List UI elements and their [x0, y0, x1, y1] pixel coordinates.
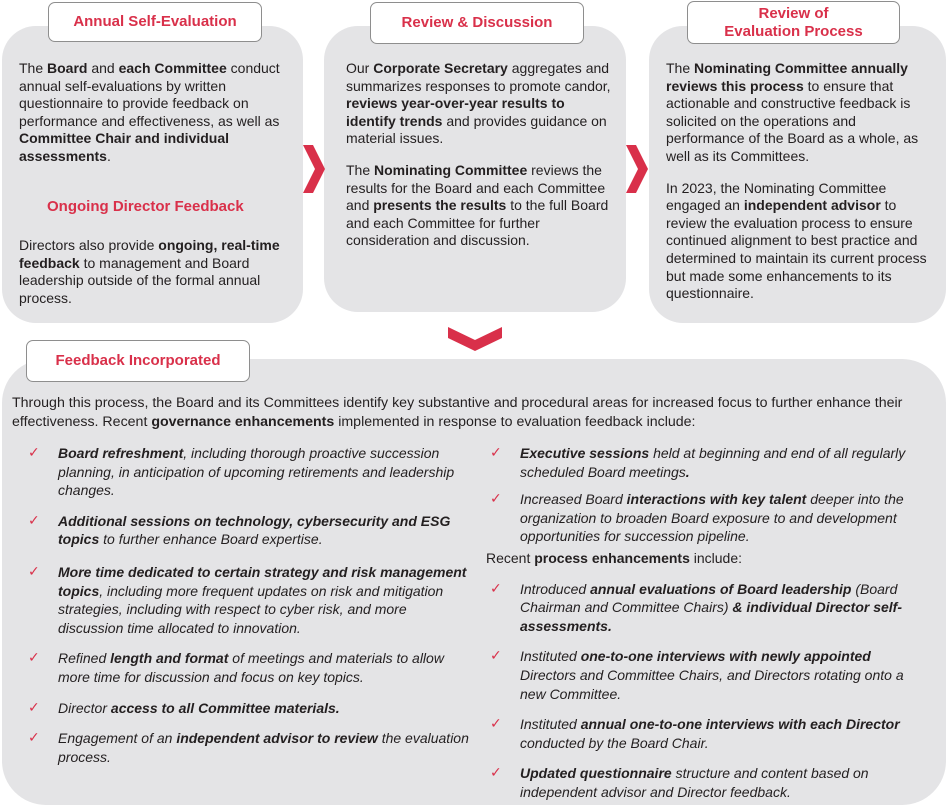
chevron-right-icon [303, 145, 325, 193]
process-text [666, 60, 936, 314]
checkmark-icon: ✓ [490, 715, 502, 732]
checkmark-icon: ✓ [490, 579, 502, 596]
list-item: ✓ Increased Board interactions with key talent deeper into the organization to broaden Board exposure to and development opportunities for succession pipeline. [490, 490, 904, 545]
annual-text [19, 60, 297, 177]
ongoing-director-feedback-title: Ongoing Director Feedback [47, 198, 244, 215]
process-enhancements-intro: Recent process enhancements include: [486, 549, 743, 566]
checkmark-icon: ✓ [28, 649, 40, 666]
chevron-right-icon [626, 145, 648, 193]
review-text [346, 60, 616, 261]
feedback-incorporated-title: Feedback Incorporated [26, 340, 250, 382]
list-item: ✓ Introduced annual evaluations of Board leadership (Board Chairman and Committee Chairs) & individual Director self-assessments. [490, 579, 902, 634]
checkmark-icon: ✓ [490, 444, 502, 460]
annual-paragraph-2: Directors also provide ongoing, real-time feedback to management and Board leadership outside of the formal annual process. [19, 237, 280, 306]
checkmark-icon: ✓ [28, 698, 40, 715]
review-discussion-title: Review & Discussion [370, 2, 584, 44]
chevron-down-icon [448, 327, 502, 351]
review-paragraph-1: Our Corporate Secretary aggregates and summarizes responses to promote candor, reviews year-over-year results to identify trends and provides guidance on material issues. [346, 60, 611, 147]
list-item: ✓ Updated questionnaire structure and content based on independent advisor and Director feedback. [490, 764, 869, 800]
list-item: ✓ Instituted one-to-one interviews with newly appointed Directors and Committee Chairs, and Directors rotating onto a new Committee. [490, 647, 904, 702]
list-item: ✓ More time dedicated to certain strategy and risk management topics, including more frequent updates on risk and mitigation strategies, including with respect to cyber risk, and more discussion time allocated to innovation. [28, 562, 467, 636]
list-item: ✓ Director access to all Committee materials. [28, 698, 340, 716]
review-evaluation-process-title [687, 1, 900, 44]
list-item: ✓ Additional sessions on technology, cybersecurity and ESG topics to further enhance Board expertise. [28, 511, 451, 548]
ongoing-feedback-text [19, 237, 297, 318]
list-item: ✓ Instituted annual one-to-one interviews with each Director conducted by the Board Chair. [490, 715, 900, 751]
checkmark-icon: ✓ [490, 490, 502, 507]
checkmark-icon: ✓ [28, 511, 40, 528]
review-evaluation-process-title-line1: Review of [758, 4, 829, 22]
governance-list-right [486, 444, 926, 802]
list-item: ✓ Refined length and format of meetings and materials to allow more time for discussion and focus on key topics. [28, 649, 444, 685]
review-evaluation-process-title-line2: Evaluation Process [724, 22, 863, 40]
checkmark-icon: ✓ [28, 729, 40, 746]
annual-self-evaluation-title: Annual Self-Evaluation [48, 2, 262, 42]
checkmark-icon: ✓ [28, 444, 40, 460]
checkmark-icon: ✓ [28, 562, 40, 579]
checkmark-icon: ✓ [490, 647, 502, 664]
list-item: ✓ Executive sessions held at beginning and end of all regularly scheduled Board meetings. [490, 444, 906, 480]
process-paragraph-1: The Nominating Committee annually reviews this process to ensure that actionable and constructive feedback is solicited on the operations and performance of the Board as a whole, as well as its Committees. [666, 60, 919, 164]
feedback-intro: Through this process, the Board and its Committees identify key substantive and procedural areas for increased focus to further enhance their effectiveness. Recent governance enhancements implemented in response to evaluation feedback include: [12, 395, 903, 430]
list-item: ✓ Engagement of an independent advisor to review the evaluation process. [28, 729, 469, 765]
review-paragraph-2: The Nominating Committee reviews the results for the Board and each Committee and presents the results to the full Board and each Committee for further consideration and discussion. [346, 161, 609, 249]
governance-list-left [24, 444, 474, 766]
list-item: ✓ Board refreshment, including thorough proactive succession planning, in anticipation of upcoming retirements and leadership changes. [28, 444, 455, 499]
process-paragraph-2: In 2023, the Nominating Committee engaged an independent advisor to review the evaluation process to ensure continued alignment to best practice and determined to maintain its current process but made some enhancements to its questionnaire. [666, 179, 927, 302]
checkmark-icon: ✓ [490, 764, 502, 781]
annual-paragraph-1: The Board and each Committee conduct annual self-evaluations by written questionnaire to provide feedback on performance and effectiveness, as well as Committee Chair and individual assessments. [19, 60, 280, 164]
